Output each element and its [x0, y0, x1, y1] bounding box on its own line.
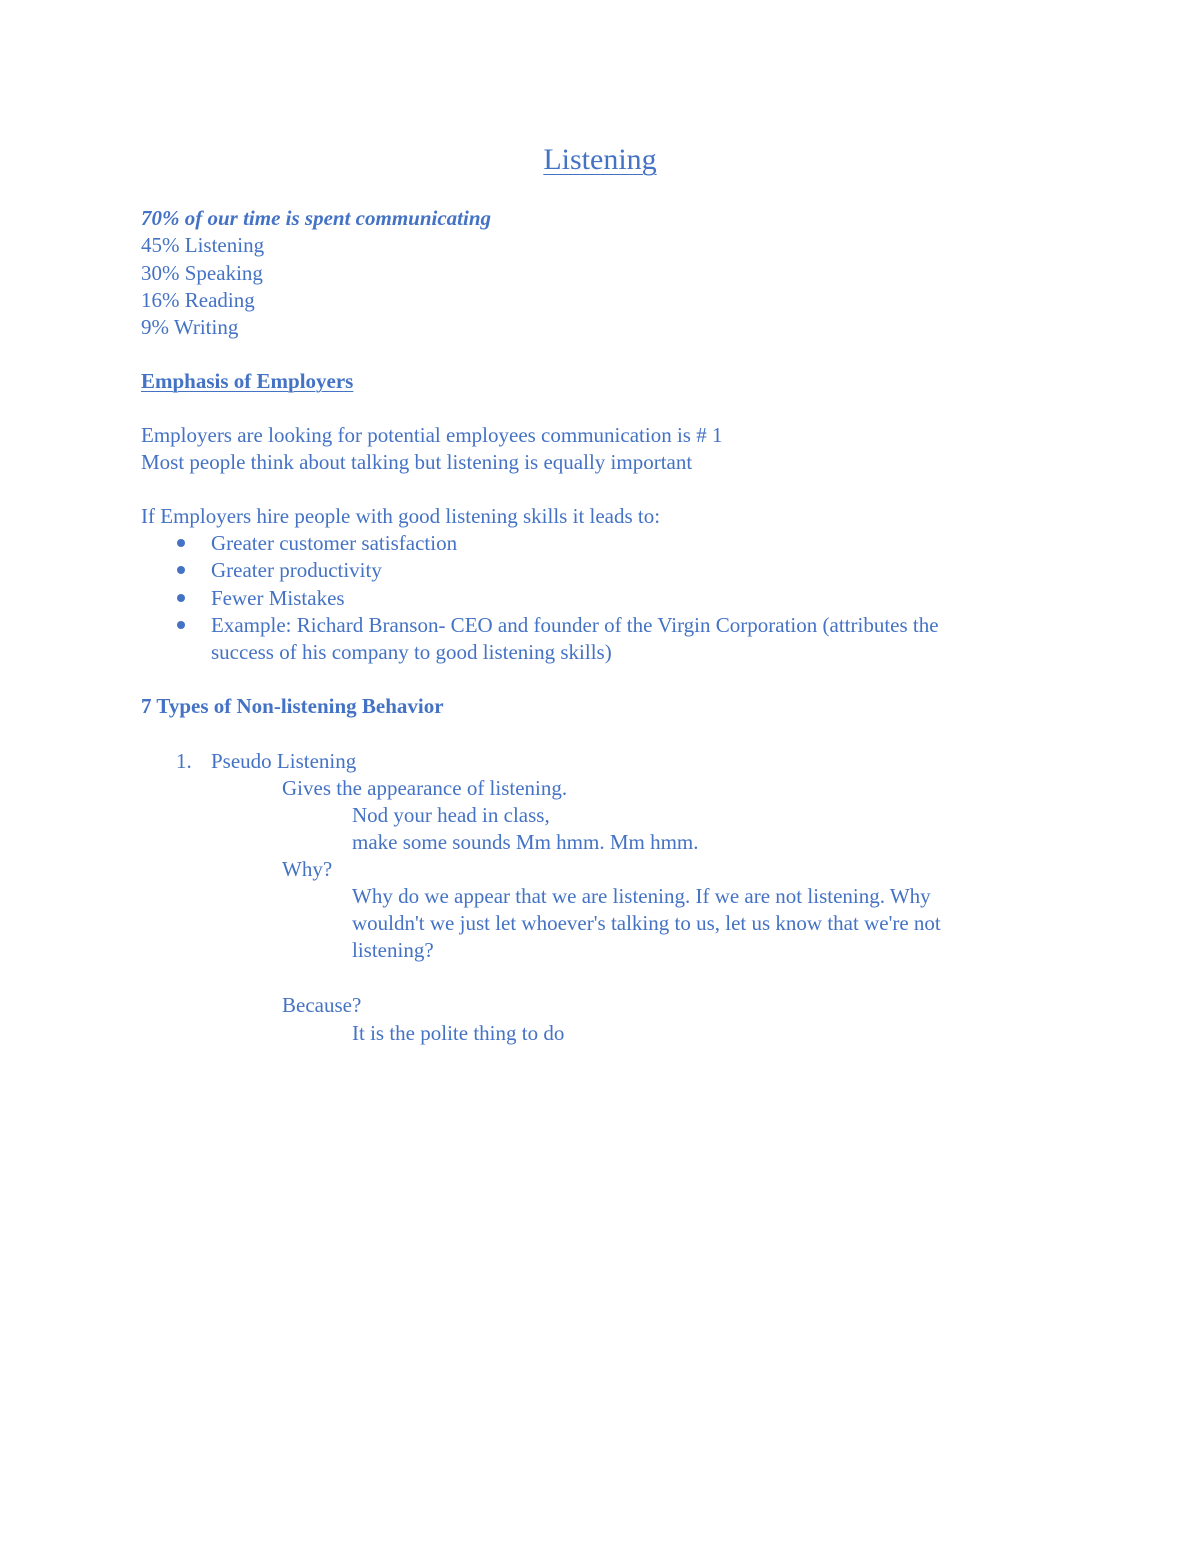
stat-item: 30% Speaking	[141, 261, 263, 285]
employers-intro: If Employers hire people with good listening skills it leads to:	[141, 504, 661, 528]
bullet-item: Greater productivity	[211, 558, 382, 582]
why-text: listening?	[352, 938, 434, 962]
employers-heading: Emphasis of Employers	[141, 369, 354, 393]
bullet-item: Fewer Mistakes	[211, 586, 345, 610]
sub-sub-point: make some sounds Mm hmm. Mm hmm.	[352, 830, 699, 854]
stats-heading-text: of our time is spent communicating	[179, 206, 492, 230]
bullet-icon	[177, 539, 185, 547]
employers-line: Employers are looking for potential employees communication is # 1	[141, 423, 723, 447]
page-title: Listening	[543, 143, 657, 176]
sub-point: Gives the appearance of listening.	[282, 776, 568, 800]
list-item-label: Pseudo Listening	[211, 749, 357, 773]
why-text: Why do we appear that we are listening. If we are not listening. Why	[352, 884, 931, 908]
nonlistening-heading: 7 Types of Non-listening Behavior	[141, 694, 444, 718]
stat-item: 45% Listening	[141, 233, 265, 257]
stats-heading	[141, 205, 491, 232]
bullet-icon	[177, 566, 185, 574]
bullet-item: Greater customer satisfaction	[211, 531, 458, 555]
sub-sub-point: Nod your head in class,	[352, 803, 550, 827]
why-label: Why?	[282, 857, 333, 881]
bullet-item: Example: Richard Branson- CEO and founder of the Virgin Corporation (attributes the	[211, 613, 939, 637]
because-text: It is the polite thing to do	[352, 1021, 565, 1045]
stat-item: 9% Writing	[141, 315, 239, 339]
stat-item: 16% Reading	[141, 288, 255, 312]
because-label: Because?	[282, 993, 362, 1017]
why-text: wouldn't we just let whoever's talking to us, let us know that we're not	[352, 911, 941, 935]
stats-heading-percent: 70%	[141, 206, 180, 230]
employers-line: Most people think about talking but listening is equally important	[141, 450, 693, 474]
bullet-icon	[177, 621, 185, 629]
bullet-icon	[177, 594, 185, 602]
bullet-item-continuation: success of his company to good listening skills)	[211, 640, 612, 664]
list-number: 1.	[176, 749, 192, 773]
